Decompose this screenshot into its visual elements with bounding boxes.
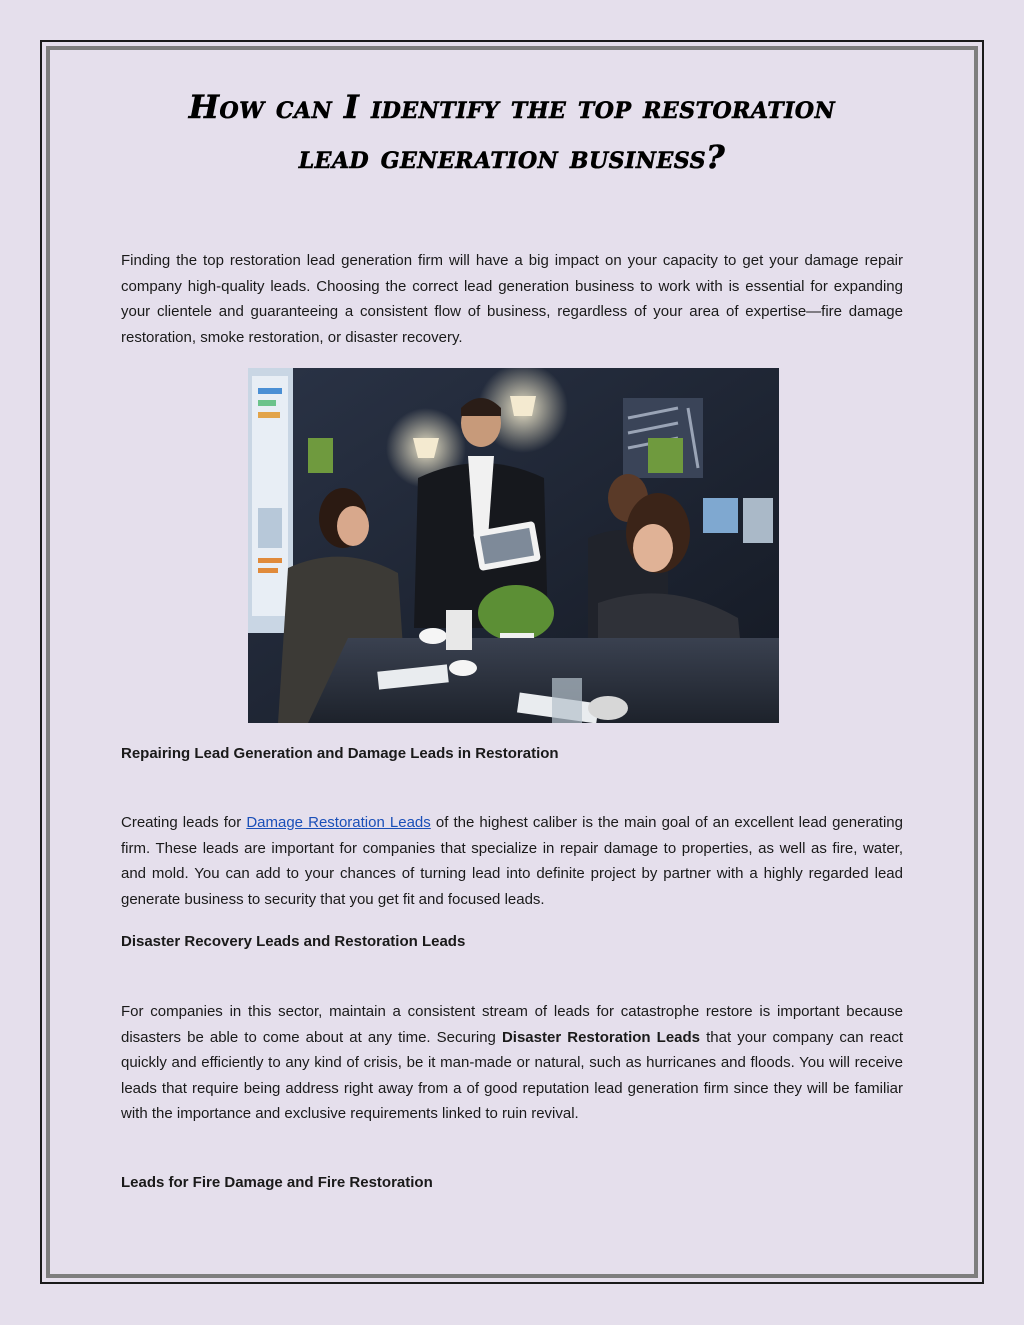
section-1-heading: Repairing Lead Generation and Damage Leads in Restoration (121, 745, 559, 762)
section-1-text-prefix: Creating leads for (121, 814, 247, 831)
section-2 (121, 931, 903, 953)
office-meeting-photo (248, 368, 779, 723)
section-2-heading: Disaster Recovery Leads and Restoration Leads (121, 933, 466, 950)
title-line-1: How can I identify the top restoration (188, 88, 836, 126)
section-3 (121, 1172, 903, 1194)
section-3-heading: Leads for Fire Damage and Fire Restoration (121, 1174, 433, 1191)
section-2-text-prefix: For companies in this sector, maintain a consistent stream of leads for catastrophe restore is important because disasters be able to come about at any time. Securing (121, 1003, 903, 1046)
intro-section (121, 248, 903, 350)
title-line-2: lead generation business? (298, 138, 726, 176)
damage-restoration-leads-link[interactable]: Damage Restoration Leads (246, 814, 431, 831)
section-1-paragraph (121, 810, 903, 912)
intro-paragraph: Finding the top restoration lead generation firm will have a big impact on your capacity to get your damage repair company high-quality leads. Choosing the correct lead generation business to work with is essential for expanding your clientele and guaranteeing a consistent flow of business, regardless of your area of expertise—fire damage restoration, smoke restoration, or disaster recovery. (121, 252, 903, 346)
section-1-body (121, 810, 903, 912)
section-1 (121, 743, 903, 765)
section-2-body (121, 999, 903, 1127)
section-1-text-suffix: of the highest caliber is the main goal of an excellent lead generating firm. These leads are important for companies that specialize in repair damage to properties, as well as fire, water, and mold. You can add to your chances of turning lead into definite project by partner with a highly regarded lead generate business to security that you get fit and focused leads. (121, 814, 903, 908)
disaster-restoration-leads-bold: Disaster Restoration Leads (501, 1028, 701, 1046)
section-2-paragraph (121, 999, 903, 1127)
section-2-text-suffix: that your company can react quickly and efficiently to any kind of crisis, be it man-made or natural, such as hurricanes and floods. You will receive leads that require being address right away from a of good reputation lead generation firm since they will be familiar with the importance and exclusive requirements linked to ruin revival. (121, 1028, 904, 1123)
page-title (0, 82, 1024, 182)
